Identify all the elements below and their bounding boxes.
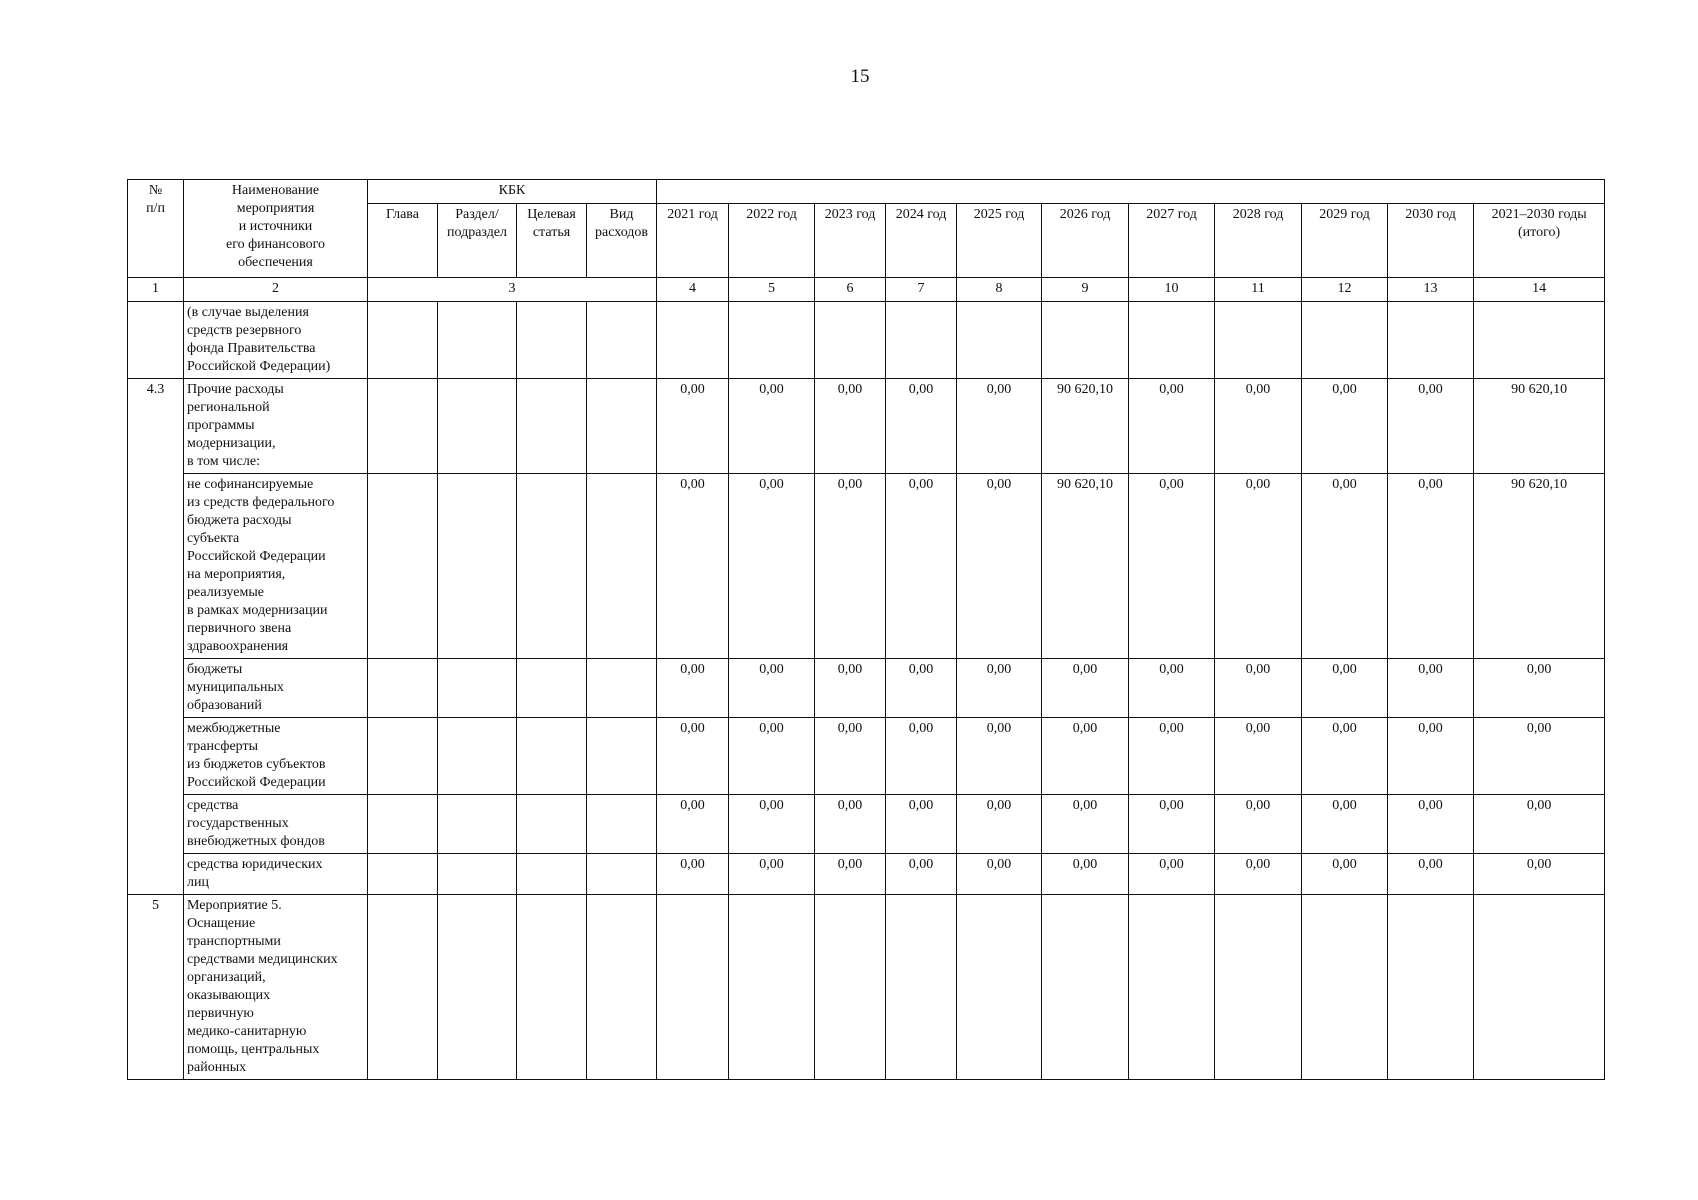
row-num	[128, 302, 184, 379]
row-value: 0,00	[1129, 659, 1215, 718]
row-value: 0,00	[1215, 718, 1302, 795]
row-kbk-cell	[517, 718, 587, 795]
row-value: 0,00	[1042, 718, 1129, 795]
row-value	[957, 895, 1042, 1080]
row-kbk-cell	[438, 474, 517, 659]
row-kbk-cell	[438, 795, 517, 854]
colnum-year: 9	[1042, 278, 1129, 302]
budget-table	[127, 179, 1605, 1080]
row-value: 0,00	[1215, 854, 1302, 895]
header-kbk-col: Вид расходов	[587, 204, 657, 278]
page-number: 15	[850, 66, 870, 87]
row-kbk-cell	[368, 718, 438, 795]
row-kbk-cell	[517, 854, 587, 895]
row-kbk-cell	[368, 895, 438, 1080]
row-value	[729, 895, 815, 1080]
row-value: 0,00	[657, 379, 729, 474]
row-value: 90 620,10	[1042, 474, 1129, 659]
row-value: 0,00	[729, 854, 815, 895]
row-value	[1474, 895, 1605, 1080]
row-value	[1302, 895, 1388, 1080]
row-value	[1042, 302, 1129, 379]
row-value	[1474, 302, 1605, 379]
row-value: 0,00	[1129, 795, 1215, 854]
header-name-text: Наименование мероприятия и источники его финансового обеспечения	[226, 183, 325, 270]
header-kbk-col: Целевая статья	[517, 204, 587, 278]
row-value: 0,00	[1474, 718, 1605, 795]
row-kbk-cell	[438, 659, 517, 718]
row-value: 0,00	[729, 718, 815, 795]
header-year: 2024 год	[886, 204, 957, 278]
row-kbk-cell	[517, 379, 587, 474]
header-year: 2022 год	[729, 204, 815, 278]
row-value	[1302, 302, 1388, 379]
row-value: 0,00	[815, 659, 886, 718]
header-year: 2021 год	[657, 204, 729, 278]
row-value: 0,00	[1042, 795, 1129, 854]
row-name: бюджеты муниципальных образований	[184, 659, 368, 718]
row-name: (в случае выделения средств резервного фонда Правительства Российской Федерации)	[184, 302, 368, 379]
table-row	[128, 659, 1605, 718]
row-value: 0,00	[729, 795, 815, 854]
row-kbk-cell	[587, 718, 657, 795]
row-value	[729, 302, 815, 379]
row-value: 0,00	[1388, 795, 1474, 854]
row-value: 0,00	[729, 474, 815, 659]
row-value: 0,00	[729, 659, 815, 718]
row-value	[1388, 895, 1474, 1080]
row-value	[1042, 895, 1129, 1080]
row-value: 0,00	[729, 379, 815, 474]
row-value: 0,00	[1388, 474, 1474, 659]
row-kbk-cell	[368, 474, 438, 659]
row-num: 5	[128, 895, 184, 1080]
header-years-group	[657, 180, 1605, 204]
row-kbk-cell	[587, 379, 657, 474]
row-name: Прочие расходы региональной программы модернизации, в том числе:	[184, 379, 368, 474]
row-value: 0,00	[815, 718, 886, 795]
colnum-year: 8	[957, 278, 1042, 302]
row-value	[657, 895, 729, 1080]
row-kbk-cell	[517, 474, 587, 659]
row-value: 0,00	[886, 474, 957, 659]
table-row	[128, 795, 1605, 854]
row-kbk-cell	[438, 718, 517, 795]
row-value: 0,00	[886, 854, 957, 895]
row-value	[657, 302, 729, 379]
row-kbk-cell	[517, 795, 587, 854]
row-value: 0,00	[1388, 718, 1474, 795]
row-value: 0,00	[1302, 379, 1388, 474]
row-value: 0,00	[1042, 659, 1129, 718]
row-value: 0,00	[886, 795, 957, 854]
row-kbk-cell	[438, 302, 517, 379]
row-value: 90 620,10	[1474, 474, 1605, 659]
row-value: 0,00	[886, 718, 957, 795]
row-value: 0,00	[1388, 379, 1474, 474]
row-value: 0,00	[657, 659, 729, 718]
header-kbk-col: Глава	[368, 204, 438, 278]
row-value	[1215, 895, 1302, 1080]
header-name	[184, 180, 368, 278]
row-value: 0,00	[1302, 854, 1388, 895]
row-value: 0,00	[815, 379, 886, 474]
row-name: средства государственных внебюджетных фондов	[184, 795, 368, 854]
colnum-year: 11	[1215, 278, 1302, 302]
row-value	[957, 302, 1042, 379]
row-value: 0,00	[815, 854, 886, 895]
row-value: 0,00	[1474, 854, 1605, 895]
row-value: 0,00	[1129, 379, 1215, 474]
header-year: 2027 год	[1129, 204, 1215, 278]
row-name: не софинансируемые из средств федерального бюджета расходы субъекта Российской Федерации на мероприятия, реализуемые в рамках модернизации первичного звена здравоохранения	[184, 474, 368, 659]
row-kbk-cell	[517, 659, 587, 718]
header-year: 2025 год	[957, 204, 1042, 278]
row-value: 0,00	[1302, 474, 1388, 659]
colnum-year: 4	[657, 278, 729, 302]
colnum-year: 5	[729, 278, 815, 302]
row-value	[1129, 895, 1215, 1080]
row-kbk-cell	[517, 302, 587, 379]
row-value: 0,00	[1129, 854, 1215, 895]
row-kbk-cell	[368, 854, 438, 895]
table-row	[128, 854, 1605, 895]
colnum-year: 10	[1129, 278, 1215, 302]
row-value: 0,00	[957, 718, 1042, 795]
header-year: 2028 год	[1215, 204, 1302, 278]
row-value	[886, 302, 957, 379]
row-value: 0,00	[1302, 659, 1388, 718]
row-value	[1388, 302, 1474, 379]
row-kbk-cell	[438, 895, 517, 1080]
table-row	[128, 379, 1605, 474]
row-kbk-cell	[587, 659, 657, 718]
table-row	[128, 718, 1605, 795]
colnum-year: 6	[815, 278, 886, 302]
colnum-year: 12	[1302, 278, 1388, 302]
colnum-year: 14	[1474, 278, 1605, 302]
header-kbk-col: Раздел/ подраздел	[438, 204, 517, 278]
row-value: 0,00	[815, 474, 886, 659]
row-value: 0,00	[815, 795, 886, 854]
row-kbk-cell	[438, 854, 517, 895]
row-value: 0,00	[886, 379, 957, 474]
row-value: 0,00	[1129, 474, 1215, 659]
row-value	[886, 895, 957, 1080]
row-value: 0,00	[657, 474, 729, 659]
row-value: 0,00	[1042, 854, 1129, 895]
row-kbk-cell	[368, 659, 438, 718]
row-value: 90 620,10	[1042, 379, 1129, 474]
header-num	[128, 180, 184, 278]
row-num: 4.3	[128, 379, 184, 895]
row-value: 0,00	[957, 474, 1042, 659]
row-kbk-cell	[587, 895, 657, 1080]
row-value	[815, 895, 886, 1080]
header-year: 2030 год	[1388, 204, 1474, 278]
row-value: 0,00	[957, 854, 1042, 895]
header-year: 2023 год	[815, 204, 886, 278]
header-year: 2029 год	[1302, 204, 1388, 278]
row-value: 0,00	[1215, 379, 1302, 474]
table-row	[128, 895, 1605, 1080]
row-name: средства юридических лиц	[184, 854, 368, 895]
table-row	[128, 302, 1605, 379]
header-year: 2021–2030 годы (итого)	[1474, 204, 1605, 278]
row-value: 0,00	[1388, 659, 1474, 718]
colnum-num: 1	[128, 278, 184, 302]
row-value: 0,00	[1215, 474, 1302, 659]
row-value: 0,00	[886, 659, 957, 718]
row-value	[1129, 302, 1215, 379]
row-kbk-cell	[517, 895, 587, 1080]
row-value: 0,00	[1129, 718, 1215, 795]
table-row	[128, 474, 1605, 659]
row-value: 0,00	[1388, 854, 1474, 895]
row-value: 0,00	[657, 795, 729, 854]
row-kbk-cell	[587, 854, 657, 895]
row-value: 0,00	[957, 659, 1042, 718]
row-value: 0,00	[1215, 795, 1302, 854]
row-value: 0,00	[1302, 795, 1388, 854]
colnum-year: 13	[1388, 278, 1474, 302]
row-value: 0,00	[957, 379, 1042, 474]
row-value: 0,00	[1302, 718, 1388, 795]
row-value: 0,00	[957, 795, 1042, 854]
row-kbk-cell	[587, 795, 657, 854]
row-value: 0,00	[1215, 659, 1302, 718]
row-kbk-cell	[368, 302, 438, 379]
row-value: 0,00	[657, 718, 729, 795]
row-value	[815, 302, 886, 379]
row-name: межбюджетные трансферты из бюджетов субъектов Российской Федерации	[184, 718, 368, 795]
row-kbk-cell	[587, 302, 657, 379]
row-kbk-cell	[368, 379, 438, 474]
row-kbk-cell	[438, 379, 517, 474]
header-kbk-text: КБК	[498, 183, 526, 198]
header-kbk	[368, 180, 657, 204]
colnum-kbk: 3	[368, 278, 657, 302]
colnum-name: 2	[184, 278, 368, 302]
row-kbk-cell	[368, 795, 438, 854]
colnum-year: 7	[886, 278, 957, 302]
header-year: 2026 год	[1042, 204, 1129, 278]
header-num-text: № п/п	[146, 183, 165, 216]
row-value: 0,00	[1474, 659, 1605, 718]
row-value: 0,00	[1474, 795, 1605, 854]
row-value	[1215, 302, 1302, 379]
row-kbk-cell	[587, 474, 657, 659]
row-value: 90 620,10	[1474, 379, 1605, 474]
row-name: Мероприятие 5. Оснащение транспортными средствами медицинских организаций, оказывающих первичную медико-санитарную помощь, центральных районных	[184, 895, 368, 1080]
row-value: 0,00	[657, 854, 729, 895]
